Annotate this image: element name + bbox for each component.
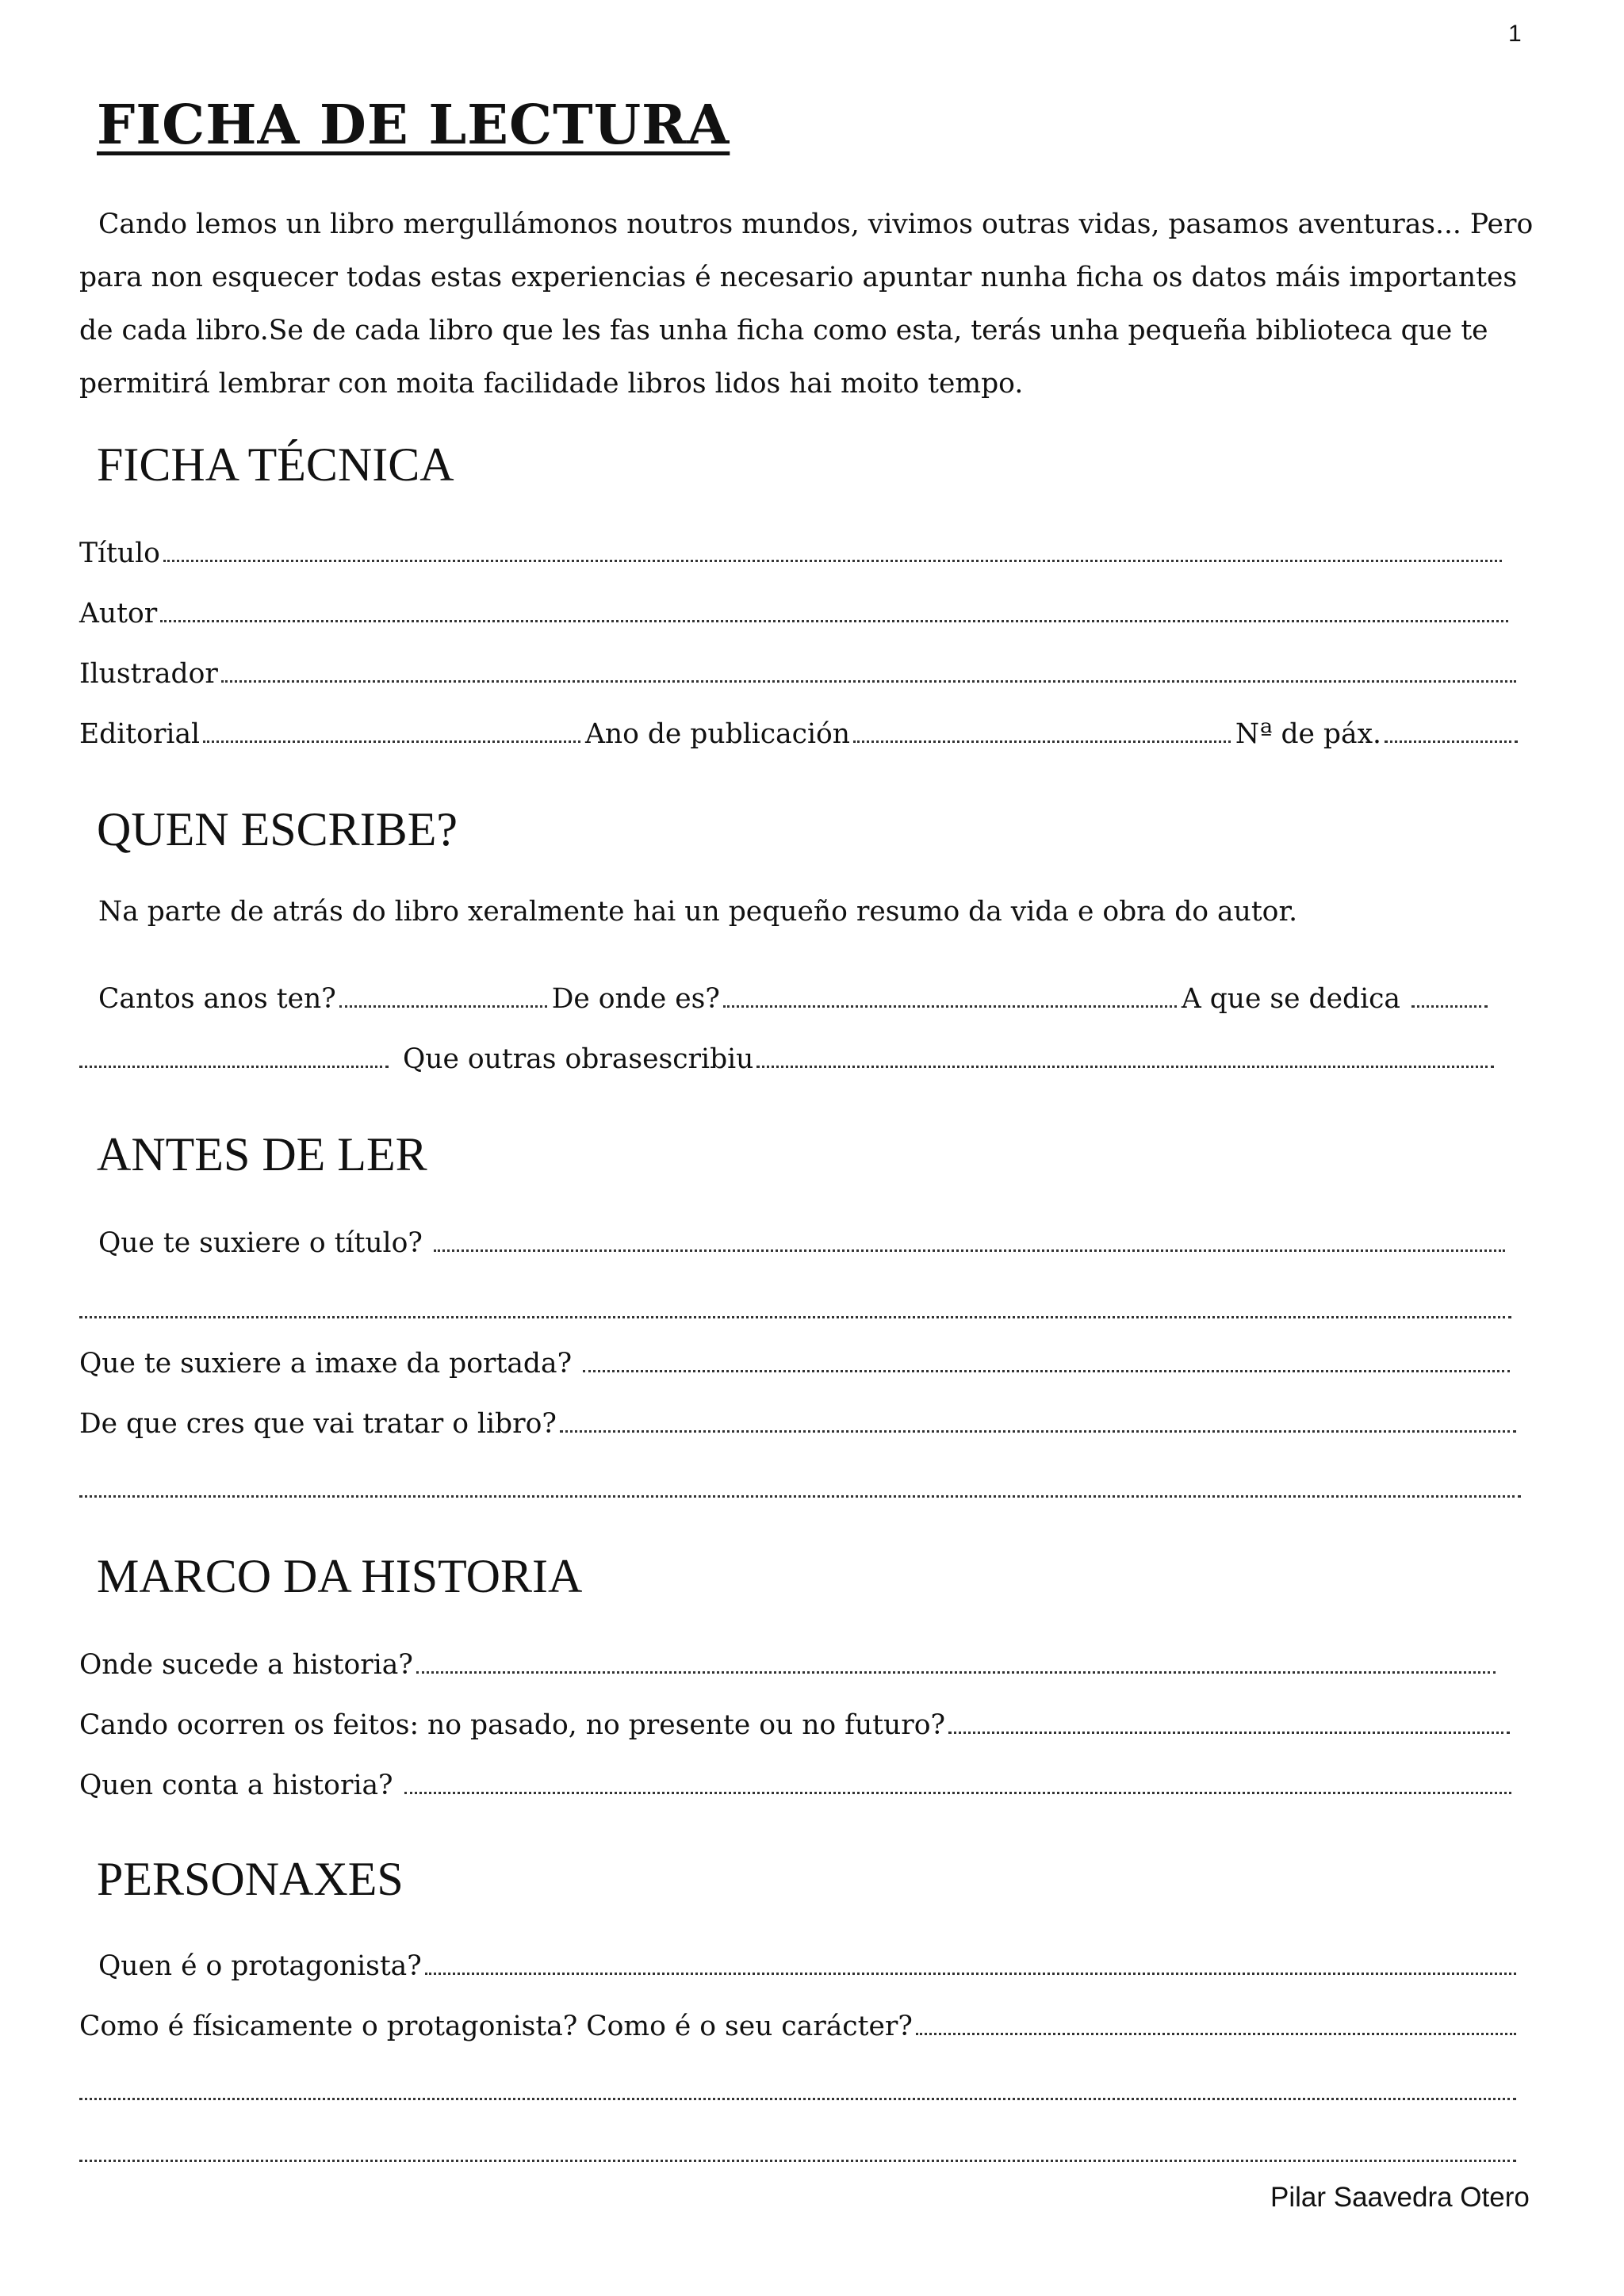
editorial-blank[interactable] — [203, 740, 580, 743]
quen-escribe-note: Na parte de atrás do libro xeralmente hai un pequeño resumo da vida e obra do autor. — [98, 896, 1298, 928]
section-title-quen-escribe: QUEN ESCRIBE? — [97, 803, 458, 855]
section-title-antes-de-ler: ANTES DE LER — [97, 1128, 427, 1181]
titulo-suxiere-blank-2[interactable] — [79, 1316, 1511, 1318]
imaxe-portada-blank[interactable] — [583, 1370, 1510, 1372]
ilustrador-field[interactable] — [79, 658, 1521, 698]
protagonista-field[interactable] — [98, 1950, 1521, 1990]
imaxe-portada-field[interactable] — [79, 1348, 1515, 1387]
imaxe-portada-label: Que te suxiere a imaxe da portada? — [79, 1348, 573, 1380]
autor-info-row — [98, 983, 1492, 1023]
page-title: FICHA DE LECTURA — [97, 94, 730, 157]
ano-blank[interactable] — [853, 740, 1231, 743]
como-protagonista-field[interactable] — [79, 2011, 1521, 2050]
editorial-row — [79, 718, 1522, 758]
autor-field[interactable] — [79, 598, 1513, 637]
ilustrador-label: Ilustrador — [79, 658, 218, 690]
quen-conta-label: Quen conta a historia? — [79, 1770, 393, 1801]
titulo-suxiere-blank[interactable] — [434, 1249, 1505, 1252]
onde-sucede-blank[interactable] — [416, 1671, 1496, 1674]
editorial-label: Editorial — [79, 718, 201, 750]
como-protagonista-blank[interactable] — [916, 2033, 1516, 2035]
footer-author: Pilar Saavedra Otero — [1270, 2182, 1530, 2213]
section-title-ficha-tecnica: FICHA TÉCNICA — [97, 438, 454, 491]
outras-obras-row — [79, 1043, 1499, 1083]
titulo-suxiere-field[interactable] — [98, 1227, 1510, 1267]
de-onde-blank[interactable] — [723, 1005, 1177, 1008]
como-protagonista-blank-2[interactable] — [79, 2098, 1516, 2100]
cantos-anos-label: Cantos anos ten? — [98, 983, 336, 1015]
onde-sucede-field[interactable] — [79, 1649, 1500, 1689]
cando-ocorren-field[interactable] — [79, 1709, 1515, 1749]
de-onde-label: De onde es? — [551, 983, 720, 1015]
a-que-label: A que se dedica — [1181, 983, 1400, 1015]
tratar-libro-blank[interactable] — [560, 1430, 1516, 1433]
protagonista-blank[interactable] — [425, 1973, 1516, 1975]
section-title-marco: MARCO DA HISTORIA — [97, 1550, 583, 1602]
tratar-libro-label: De que cres que vai tratar o libro? — [79, 1408, 557, 1440]
ano-label: Ano de publicación — [584, 718, 851, 750]
intro-paragraph: Cando lemos un libro mergullámonos noutros mundos, vivimos outras vidas, pasamos aventuras... Pero para non esquecer todas estas experiencias é necesario apuntar nunha ficha os datos máis importantes de cada libro.Se de cada libro que les fas unha ficha como esta, terás unha pequeña biblioteca que te permitirá lembrar con moita facilidade libros lidos hai moito tempo. — [79, 209, 1534, 400]
a-que-blank-cont[interactable] — [79, 1066, 389, 1068]
titulo-field[interactable] — [79, 538, 1507, 577]
cando-ocorren-label: Cando ocorren os feitos: no pasado, no presente ou no futuro? — [79, 1709, 946, 1741]
autor-blank[interactable] — [160, 620, 1508, 622]
autor-label: Autor — [79, 598, 158, 629]
a-que-blank[interactable] — [1411, 1005, 1488, 1008]
protagonista-label: Quen é o protagonista? — [98, 1950, 422, 1982]
titulo-blank[interactable] — [163, 560, 1502, 562]
titulo-suxiere-label: Que te suxiere o título? — [98, 1227, 423, 1259]
ilustrador-blank[interactable] — [221, 680, 1516, 683]
paxinas-label: Nª de páx. — [1235, 718, 1381, 750]
cando-ocorren-blank[interactable] — [948, 1732, 1510, 1734]
paxinas-blank[interactable] — [1385, 740, 1518, 743]
onde-sucede-label: Onde sucede a historia? — [79, 1649, 413, 1681]
tratar-libro-blank-2[interactable] — [79, 1495, 1521, 1498]
como-protagonista-blank-3[interactable] — [79, 2160, 1516, 2162]
section-title-personaxes: PERSONAXES — [97, 1853, 404, 1905]
outras-obras-label: Que outras obrasescribiu — [403, 1043, 754, 1075]
page-number: 1 — [1508, 21, 1522, 47]
tratar-libro-field[interactable] — [79, 1408, 1521, 1448]
quen-conta-field[interactable] — [79, 1770, 1516, 1809]
como-protagonista-label: Como é físicamente o protagonista? Como é o seu carácter? — [79, 2011, 913, 2042]
quen-conta-blank[interactable] — [404, 1792, 1511, 1794]
outras-obras-blank[interactable] — [756, 1066, 1494, 1068]
cantos-anos-blank[interactable] — [339, 1005, 547, 1008]
titulo-label: Título — [79, 538, 160, 569]
